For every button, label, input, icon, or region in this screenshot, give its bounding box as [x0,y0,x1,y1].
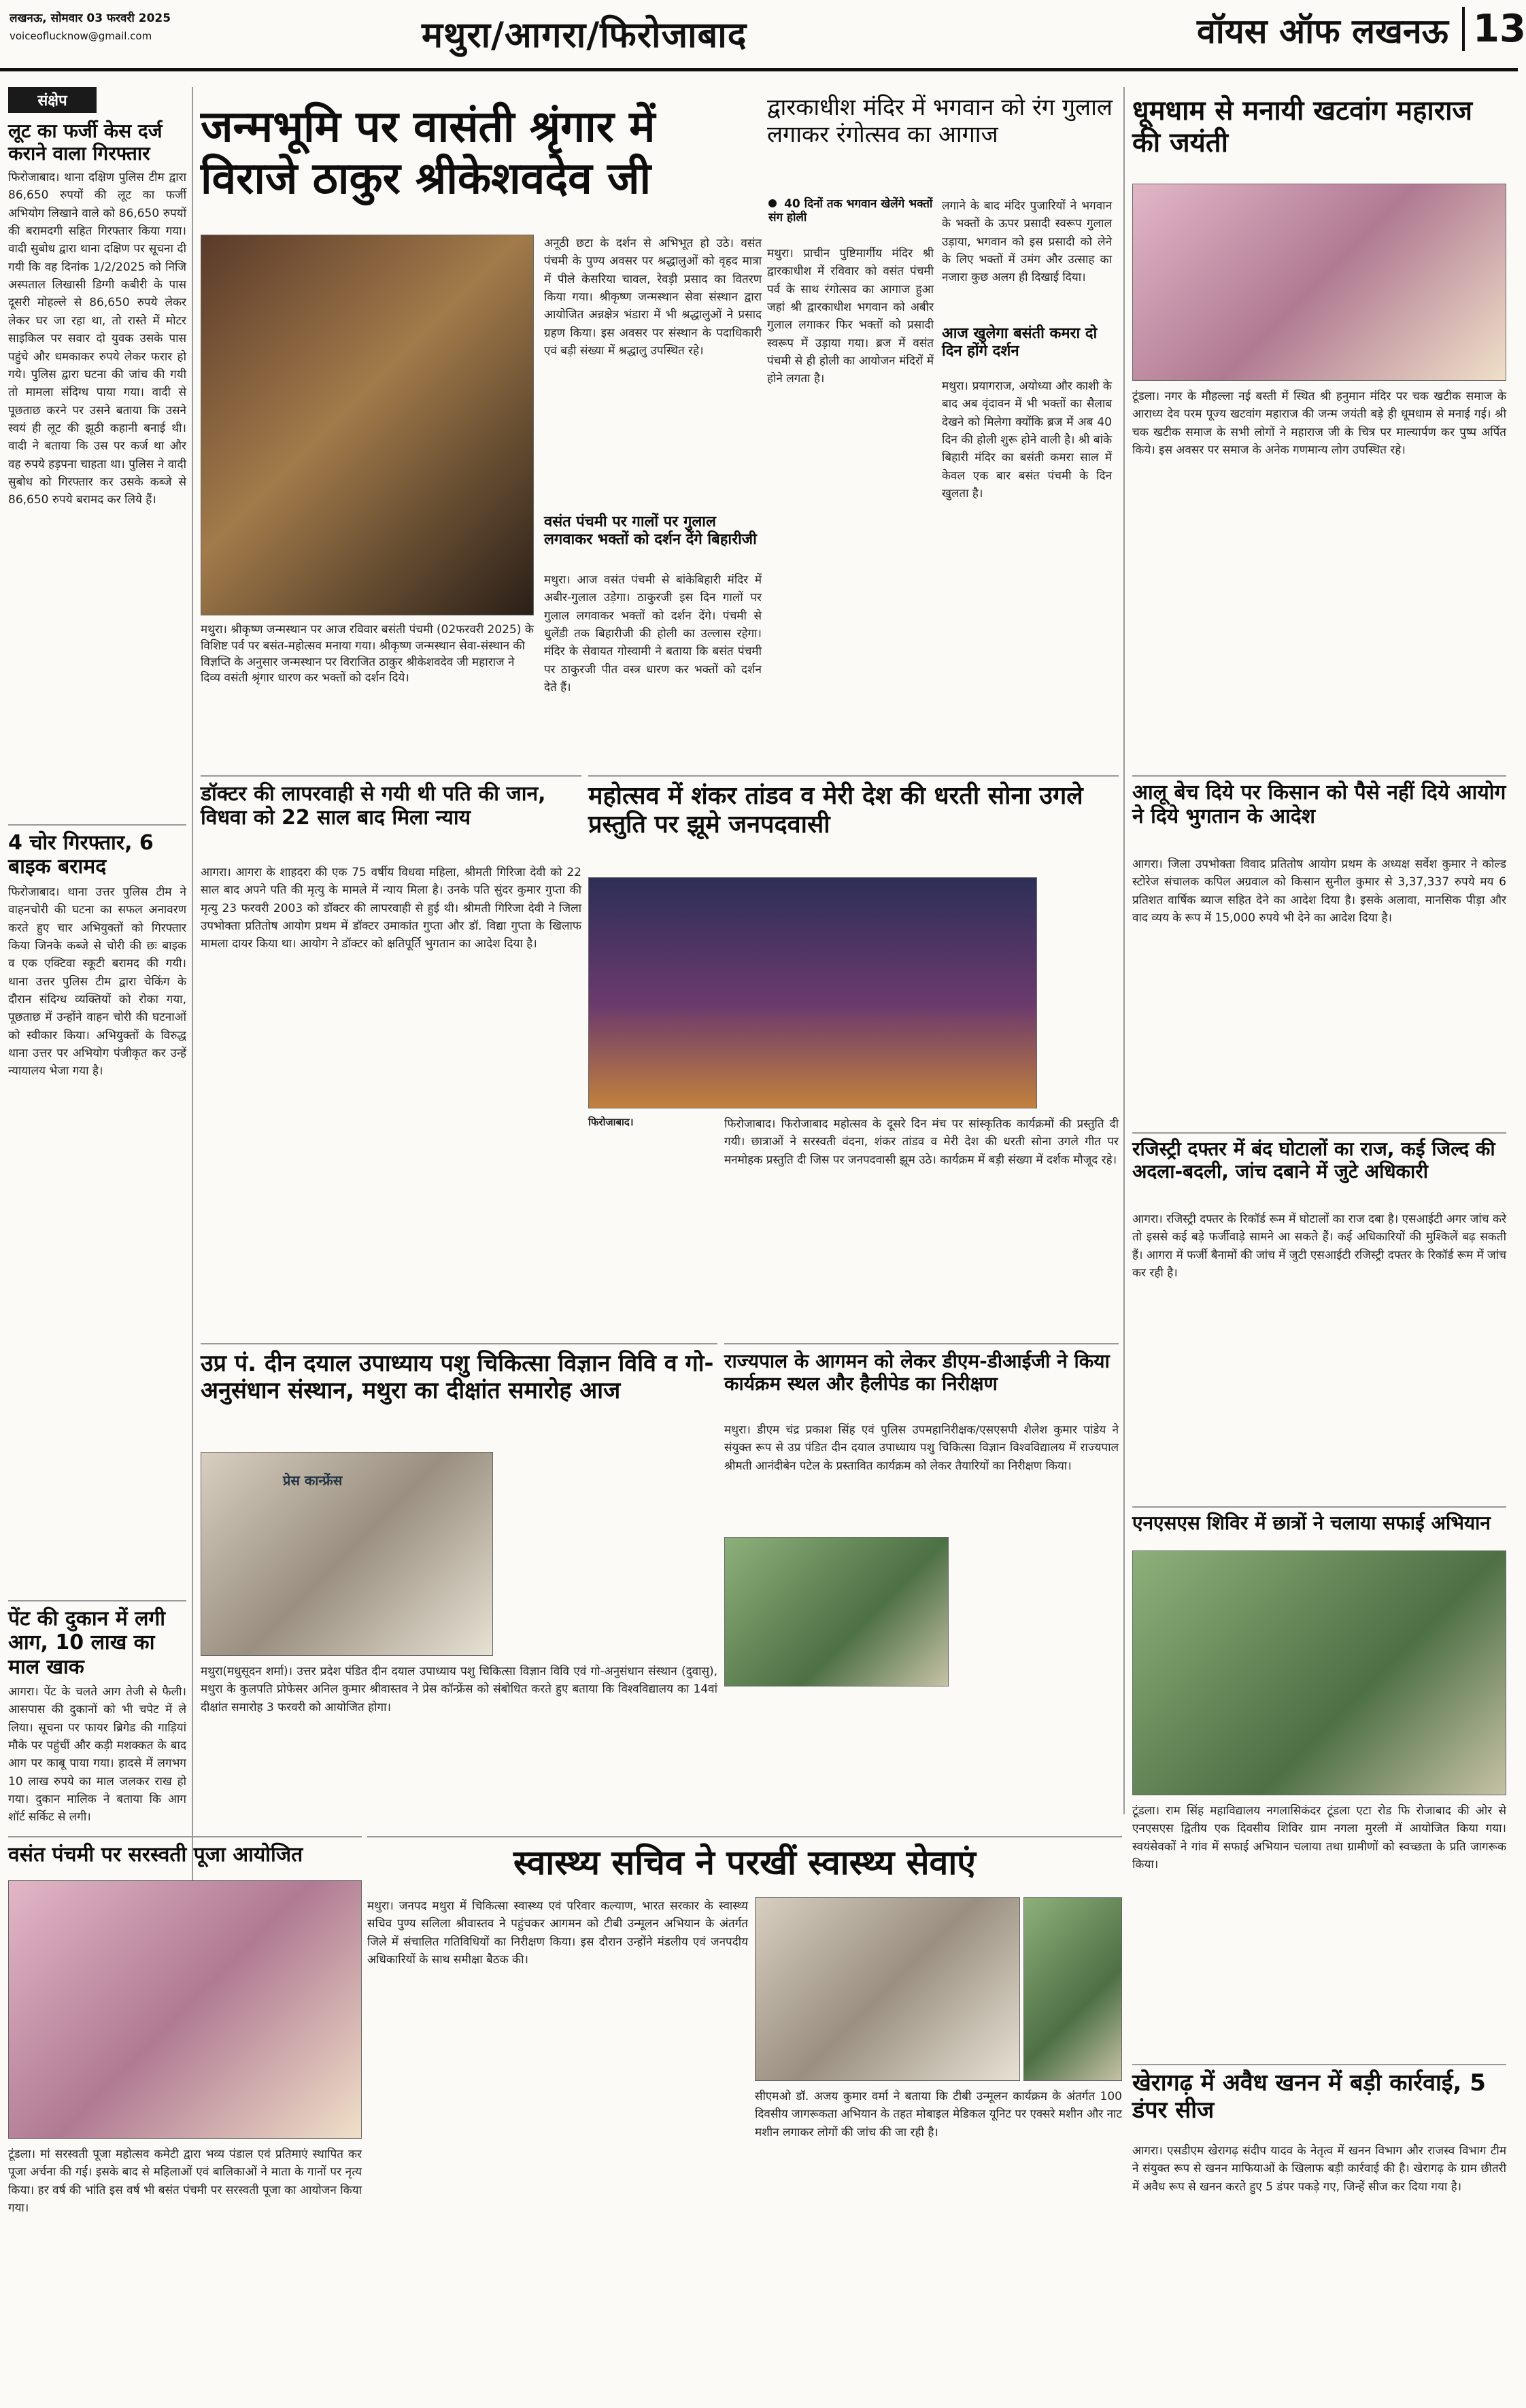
dwarkadhish-headline: द्वारकाधीश मंदिर में भगवान को रंग गुलाल लगाकर रंगोत्सव का आगाज [767,94,1113,149]
dm-visit-headline: राज्यपाल के आगमन को लेकर डीएम-डीआईजी ने किया कार्यक्रम स्थल और हैलीपेड का निरीक्षण [724,1343,1119,1418]
registry-body: आगरा। रजिस्ट्री दफ्तर के रिकॉर्ड रूम में घोटालों का राज दबा है। एसआईटी अगर जांच करे तो इससे कई बड़े फर्जीवाड़े सामने आ सकते हैं। कई अधिकारियों की मुश्किलें बढ़ सकती हैं। आगरा में फर्जी बैनामों की जांच में जुटी एसआईटी रजिस्ट्री दफ्तर के रिकॉर्ड रूम में जांच कर रही है। [1132,1213,1506,1281]
dwarkadhish-body: मथुरा। प्राचीन पुष्टिमार्गीय मंदिर श्री द्वारकाधीश में रविवार को वसंत पंचमी पर्व के साथ रंगोत्सव का आगाज हुआ जहां श्री द्वारकाधीश भगवान को अबीर गुलाल लगाकर फिर भक्तों को प्रसादी स्वरूप में उड़ाया गया। ब्रज में वसंत पंचमी से ही होली का आयोजन मंदिरों में होने लगता है। [767,247,934,386]
nss-photo [1132,1550,1506,1795]
doctor-body: आगरा। आगरा के शाहदरा की एक 75 वर्षीय विधवा महिला, श्रीमती गिरिजा देवी को 22 साल बाद अपने पति की मृत्यु के मामले में न्याय मिला है। उनके पति सुंदर कुमार गुप्ता की मृत्यु 23 फरवरी 2003 को डॉक्टर की लापरवाही से हुई थी। श्रीमती गिरिजा देवी ने जिला उपभोक्ता प्रतितोष आयोग प्रथम में डॉक्टर उमाकांत गुप्ता और डॉ. विद्या गुप्ता के खिलाफ मामला दायर किया था। आयोग ने डॉक्टर को क्षतिपूर्ति भुगतान का आदेश दिया है। [201,866,581,951]
sidebar-body-1: फिरोजाबाद। थाना दक्षिण पुलिस टीम द्वारा 86,650 रुपयों की लूट का फर्जी अभियोग लिखाने वाले को 86,650 रुपयों की बरामदगी सहित गिरफ्तार किया गया। वादी सुबोध द्वारा थाना दक्षिण पर सूचना दी गयी कि वह दिनांक 1/2/2025 को निजि अस्पताल लिखासी डिग्गी कबीरी के पास दूसरी मोहल्ले से 86,650 रुपये लेकर लेकर घर जा रहा था, तो रास्ते में मोटर साइकिल पर सवार दो युवक उसके पास पहुंचे और धमकाकर रुपये लेकर फरार हो गये। पुलिस द्वारा घटना की जांच की गयी तो मामला संदिग्ध पाया गया। वादी से पूछताछ करने पर उसने बताया कि उसने स्वयं ही लूट की झूठी कहानी बनाई थी। वादी ने बताया कि उस पर कर्ज था और वह रुपये हड़पना चाहता था। पुलिस ने वादी सुबोध को गिरफ्तार कर उसके कब्जे से 86,650 रुपये बरामद कर लिये हैं। [8,171,186,507]
janmabhoomi-photo [201,235,534,615]
pashu-body: मथुरा(मधुसूदन शर्मा)। उत्तर प्रदेश पंडित दीन दयाल उपाध्याय पशु चिकित्सा विज्ञान विवि एवं गो-अनुसंधान संस्थान (दुवासु), मथुरा के कुलपति प्रोफेसर अनिल कुमार श्रीवास्तव ने प्रेस कॉन्फ्रेंस को संबोधित करते हुए बताया कि विश्वविद्यालय का 14वां दीक्षांत समारोह 3 फरवरी को आयोजित होगा। [201,1665,717,1714]
health-body-2: सीएमओ डॉ. अजय कुमार वर्मा ने बताया कि टीबी उन्मूलन कार्यक्रम के अंतर्गत 100 दिवसीय जागरूकता अभियान के तहत मोबाइल मेडिकल यूनिट पर एक्सरे मशीन और नाट मशीन लगाकर लोगों की जांच की जा रही है। [755,2090,1122,2139]
contact-email: voiceoflucknow@gmail.com [10,30,152,42]
khatwang-photo [1132,184,1506,381]
mahotsav-body: फिरोजाबाद। फिरोजाबाद महोत्सव के दूसरे दिन मंच पर सांस्कृतिक कार्यक्रमों की प्रस्तुति दी गयी। छात्राओं ने सरस्वती वंदना, शंकर तांडव व मेरी देश की धरती सोना उगले गीत पर मनमोहक प्रस्तुति दी जिस पर जनपदवासी झूम उठे। कार्यक्रम में बड़ी संख्या में दर्शक मौजूद रहे। [724,1117,1119,1167]
sidebar-label: संक्षेप [8,87,97,113]
basanti-kamra-subheadline: आज खुलेगा बसंती कमरा दो दिन होंगे दर्शन [942,325,1098,360]
issue-date: लखनऊ, सोमवार 03 फरवरी 2025 [10,12,171,25]
health-body: मथुरा। जनपद मथुरा में चिकित्सा स्वास्थ्य एवं परिवार कल्याण, भारत सरकार के स्वास्थ्य सचिव पुण्य सलिला श्रीवास्तव ने पहुंचकर आगमन को टीबी उन्मूलन अभियान के अंतर्गत जिले में संचालित गतिविधियों का निरीक्षण किया। इस दौरान उन्होंने मंडलीय एवं जनपदीय अधिकारियों के साथ समीक्षा बैठक की। [367,1899,748,1967]
health-photo-2 [1023,1897,1122,2081]
quote-text: 40 दिनों तक भगवान खेलेंगे भक्तों संग होली [768,197,933,225]
health-photo-1 [755,1897,1020,2081]
dwarkadhish-quote [768,197,935,238]
nss-body: टूंडला। राम सिंह महाविद्यालय नगलासिकंदर टूंडला एटा रोड फि रोजाबाद की ओर से एनएसएस द्वितीय एक दिवसीय शिविर ग्राम नगला मुरली में आयोजित किया गया। स्वयंसेवकों ने गांव में सफाई अभियान चलाया तथा ग्रामीणों को स्वच्छता के प्रति जागरूक किया। [1132,1804,1506,1872]
mining-body: आगरा। एसडीएम खेरागढ़ संदीप यादव के नेतृत्व में खनन विभाग और राजस्व विभाग टीम ने संयुक्त रूप से खनन माफियाओं के खिलाफ बड़ी कार्रवाई की है। खेरागढ़ के ग्राम छीतरी में अवैध रूप से खनन करते हुए 5 डंपर पकड़े गए, जिन्हें सीज कर दिया गया है। [1132,2144,1506,2194]
janmabhoomi-caption: मथुरा। श्रीकृष्ण जन्मस्थान पर आज रविवार बसंती पंचमी (02फरवरी 2025) के विशिष्ट पर्व पर बसंत-महोत्सव मनाया गया। श्रीकृष्ण जन्मस्थान सेवा-संस्थान की विज्ञप्ति के अनुसार जन्मस्थान पर विराजित ठाकुर श्रीकेशवदेव जी महाराज ने दिव्य वसंती श्रृंगार धारण कर भक्तों को दर्शन दिये। [201,623,534,685]
nss-headline: एनएसएस शिविर में छात्रों ने चलाया सफाई अभियान [1132,1506,1506,1547]
dm-visit-photo [724,1537,949,1686]
saraswati-headline: वसंत पंचमी पर सरस्वती पूजा आयोजित [8,1836,362,1877]
sidebar-headline-2: 4 चोर गिरफ्तार, 6 बाइक बरामद [8,824,186,879]
sidebar-brief [8,87,186,1978]
bihariji-body: मथुरा। आज वसंत पंचमी से बांकेबिहारी मंदिर में अबीर-गुलाल उड़ेगा। ठाकुरजी इस दिन गालों पर गुलाल लगवाकर भक्तों को दर्शन देंगे। पंचमी से धुलेंडी तक बिहारीजी की होली का उल्लास रहेगा। मंदिर के सेवायत गोस्वामी ने बताया कि बसंत पंचमी पर ठाकुरजी पीत वस्त्र धारण कर भक्तों को दर्शन देते हैं। [544,573,762,695]
janmabhoomi-headline: जन्मभूमि पर वासंती श्रृंगार में विराजे ठाकुर श्रीकेशवदेव जी [201,102,656,204]
saraswati-photo [8,1880,362,2139]
bihariji-subheadline: वसंत पंचमी पर गालों पर गुलाल लगवाकर भक्तों को दर्शन देंगे बिहारीजी [544,513,757,548]
bullet-icon [768,199,777,207]
health-headline: स्वास्थ्य सचिव ने परखीं स्वास्थ्य सेवाएं [367,1836,1122,1890]
mahotsav-headline: महोत्सव में शंकर तांडव व मेरी देश की धरती सोना उगले प्रस्तुति पर झूमे जनपदवासी [588,775,1119,870]
mahotsav-photo [588,877,1037,1108]
masthead [0,0,1526,71]
doctor-headline: डॉक्टर की लापरवाही से गयी थी पति की जान, विधवा को 22 साल बाद मिला न्याय [201,775,581,857]
sidebar-body-3: आगरा। पेंट के चलते आग तेजी से फैली। आसपास की दुकानों को भी चपेट में ले लिया। सूचना पर फायर ब्रिगेड की गाड़ियां मौके पर पहुंचीं और कड़ी मशक्कत के बाद आग पर काबू पाया गया। हादसे में लगभग 10 लाख रुपये का माल जलकर राख हो गया। दुकान मालिक ने बताया कि आग शॉर्ट सर्किट से लगी। [8,1685,186,1825]
mahotsav-caption: फिरोजाबाद। [588,1116,634,1128]
press-conference-banner: प्रेस कान्फ्रेंस [283,1472,343,1489]
dwarkadhish-body-2: लगाने के बाद मंदिर पुजारियों ने भगवान के भक्तों के ऊपर प्रसादी स्वरूप गुलाल उड़ाया, भगवान को इस प्रसादी को लेने के लिए भक्तों में उमंग और उत्साह का नजारा कुछ अलग ही दिखाई दिया। [942,199,1112,285]
janmabhoomi-body: अनूठी छटा के दर्शन से अभिभूत हो उठे। वसंत पंचमी के पुण्य अवसर पर श्रद्धालुओं को वृहद मात्रा में पीले केसरिया चावल, रेवड़ी प्रसाद का वितरण किया गया। श्रीकृष्ण जन्मस्थान सेवा संस्थान द्वारा आयोजित अन्नक्षेत्र भंडारा में भी श्रद्धालुओं ने प्रसाद ग्रहण किया। इस अवसर पर संस्थान के पदाधिकारी एवं बड़ी संख्या में श्रद्धालु उपस्थित रहे। [544,237,762,358]
registry-headline: रजिस्ट्री दफ्तर में बंद घोटालों का राज, कई जिल्द की अदला-बदली, जांच दबाने में जुटे अधिकारी [1132,1132,1506,1207]
mining-headline: खेरागढ़ में अवैध खनन में बड़ी कार्रवाई, 5 डंपर सीज [1132,2064,1506,2139]
dm-visit-body: मथुरा। डीएम चंद्र प्रकाश सिंह एवं पुलिस उपमहानिरीक्षक/एसएसपी शैलेश कुमार पांडेय ने संयुक्त रूप से उप्र पंडित दीन दयाल उपाध्याय पशु चिकित्सा विज्ञान विश्वविद्यालय में राज्यपाल श्रीमती आनंदीबेन पटेल के प्रस्तावित कार्यक्रम को लेकर तैयारियों का निरीक्षण किया। [724,1423,1119,1473]
section-title: मथुरा/आगरा/फिरोजाबाद [422,15,747,56]
khatwang-headline: धूमधाम से मनायी खटवांग महाराज की जयंती [1132,95,1473,159]
column-rule [1123,87,1125,1814]
newspaper-brand: वॉयस ऑफ लखनऊ [1197,12,1448,51]
pashu-photo [201,1452,493,1656]
page-number: 13 [1462,7,1526,51]
basanti-kamra-body: मथुरा। प्रयागराज, अयोध्या और काशी के बाद अब वृंदावन में भी भक्तों का सैलाब देखने को मिलेगा क्योंकि ब्रज में अब 40 दिन की होली शुरू होने वाली है। श्री बांके बिहारी मंदिर का बसंती कमरा साल में केवल एक बार बसंत पंचमी के दिन खुलता है। [942,379,1112,501]
sidebar-body-2: फिरोजाबाद। थाना उत्तर पुलिस टीम ने वाहनचोरी की घटना का सफल अनावरण करते हुए चार अभियुक्तों को गिरफ्तार किया जिनके कब्जे से चोरी की छः बाइक व एक एक्टिवा स्कूटी बरामद की गयी। थाना उत्तर पुलिस टीम द्वारा चेकिंग के दौरान संदिग्ध व्यक्तियों को रोका गया, पूछताछ में उन्होंने वाहन चोरी की घटनाओं को स्वीकार किया। अभियुक्तों के विरुद्ध थाना उत्तर पर अभियोग पंजीकृत कर उन्हें न्यायालय भेजा गया है। [8,885,186,1079]
khatwang-body: टूंडला। नगर के मौहल्ला नई बस्ती में स्थित श्री हनुमान मंदिर पर चक खटीक समाज के आराध्य देव परम पूज्य खटवांग महाराज की जन्म जयंती बड़े ही धूमधाम से मनाई गई। श्री चक खटीक समाज के सभी लोगों ने महाराज जी के चित्र पर माल्यार्पण कर पुष्प अर्पित किये। इस अवसर पर समाज के अनेक गणमान्य लोग उपस्थित रहे। [1132,390,1506,458]
pashu-headline: उप्र पं. दीन दयाल उपाध्याय पशु चिकित्सा विज्ञान विवि व गो-अनुसंधान संस्थान, मथुरा का दीक्षांत समारोह आज [201,1343,717,1445]
saraswati-body: टूंडला। मां सरस्वती पूजा महोत्सव कमेटी द्वारा भव्य पंडाल एवं प्रतिमाएं स्थापित कर पूजा अर्चना की गई। इसके बाद से महिलाओं एवं बालिकाओं ने माता के गानों पर नृत्य किया। हर वर्ष की भांति इस वर्ष भी बसंत पंचमी पर सरस्वती पूजा का आयोजन किया गया। [8,2148,362,2216]
potato-headline: आलू बेच दिये पर किसान को पैसे नहीं दिये आयोग ने दिये भुगतान के आदेश [1132,775,1506,850]
sidebar-headline-3: पेंट की दुकान में लगी आग, 10 लाख का माल खाक [8,1600,186,1679]
potato-body: आगरा। जिला उपभोक्ता विवाद प्रतितोष आयोग प्रथम के अध्यक्ष सर्वेश कुमार ने कोल्ड स्टोरेज संचालक कपिल अग्रवाल को किसान सुनील कुमार से 3,37,337 रुपये मय 6 प्रतिशत वार्षिक ब्याज सहित देने का आदेश दिया है। इसके अलावा, मानसिक पीड़ा और वाद व्यय के रूप में 15,000 रुपये भी देने का आदेश दिया है। [1132,858,1506,926]
sidebar-headline-1: लूट का फर्जी केस दर्ज कराने वाला गिरफ्तार [8,120,163,165]
column-rule [192,87,193,1991]
